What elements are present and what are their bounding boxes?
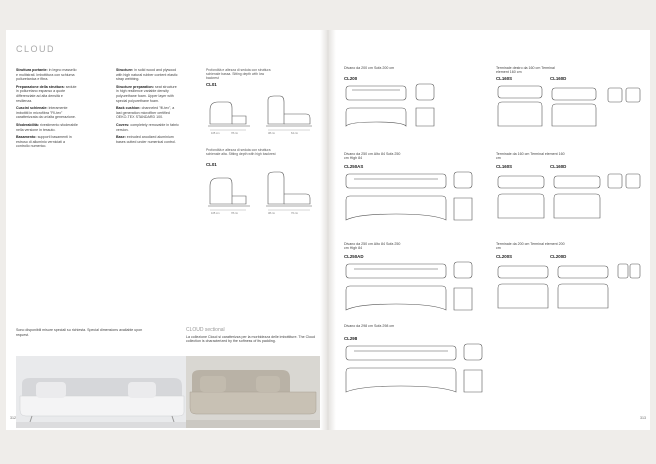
book-gutter (320, 30, 336, 430)
model-code: CL200D (550, 254, 567, 259)
sofa-plan-drawing (342, 260, 492, 320)
notes-text: Sono disponibili misure speciali su richiesta. Special dimensions available upon request. (16, 328, 143, 337)
right-page (336, 30, 650, 430)
side-view-drawing-high (206, 170, 316, 216)
dimension-label: 76 cm (291, 212, 299, 215)
terminal-plan-drawing (494, 170, 644, 230)
model-title: Divano da 250 cm Alto 84 Sofa 250 cm High 84 (344, 152, 401, 161)
dimension-label: 78 cm (231, 212, 239, 215)
dimension-label: 64 cm (291, 132, 299, 135)
spec-paragraph: Covers: completely removable in fabric version. (116, 122, 179, 132)
sectional-note-title: CLOUD sectional (186, 327, 225, 333)
model-code: CL200S (496, 254, 513, 259)
model-code: CL160S (496, 76, 513, 81)
dimension-label: 38 cm (268, 132, 276, 135)
model-title: Terminale da 160 cm Terminal element 160 cm (496, 152, 565, 161)
sofa-plan-drawing (342, 342, 492, 402)
spec-paragraph: Base: extruded anodized aluminium bases cutted under numerical control. (116, 135, 176, 144)
dimension-label: 105 cm (211, 132, 220, 135)
sofa-plan-drawing (342, 170, 492, 230)
model-code: CL160D (550, 76, 567, 81)
italian-specs-column (16, 68, 78, 152)
model-code: CL01 (206, 162, 217, 167)
english-specs-column (116, 68, 180, 147)
sofa-plan-drawing (342, 82, 462, 132)
dimension-label: 78 cm (231, 132, 239, 135)
model-code: CL250AS (344, 164, 364, 169)
drawing-caption-high: Profondità e altezza di seduta con struttura schienale alta. Sitting depth with high backrest (206, 148, 276, 157)
model-title: Terminale destro da 160 cm Terminal element 160 cm (496, 66, 555, 75)
page-number: 313 (640, 416, 646, 420)
spec-paragraph: Sfoderabilità: rivestimento sfoderabile nella versione in tessuto. (16, 122, 78, 132)
spec-paragraph: Preparazione della struttura: sedute in poliuretano espanso a quote differenziate ad alta densità e resilienza. (16, 84, 77, 103)
model-title: Divano da 200 cm Sofa 200 cm (344, 66, 395, 70)
sofa-photo-beige (186, 356, 320, 428)
model-code: CL200 (344, 76, 358, 81)
sectional-note-text: La collezione Cloud si caratterizza per la morbidezza delle imbottiture. The Cloud collection is characterized by the softness of its padding. (186, 334, 315, 344)
model-title: Terminale da 200 cm Terminal element 200 cm (496, 242, 565, 251)
spec-paragraph: Basamento: supporti basamenti in estruso di alluminio verniciati a controllo numerico. (16, 135, 72, 149)
dimension-label: 105 cm (211, 212, 220, 215)
spec-paragraph: Structure preparation: seat structure in high resilience variable density polyurethane foam. Upper layer with special polyurethane foam. (116, 84, 177, 103)
terminal-plan-drawing (494, 82, 644, 136)
brand-title: CLOUD (16, 44, 56, 54)
spec-paragraph: Struttura portante: in legno massello e multistrati. Imbottitura con schiuma poliuretanica e fibra. (16, 68, 77, 82)
sofa-photo-white (16, 356, 186, 428)
dimension-label: 38 cm (268, 212, 276, 215)
left-page (6, 30, 320, 430)
terminal-plan-drawing (494, 260, 644, 320)
page-number: 312 (10, 416, 16, 420)
model-code: CL160S (496, 164, 513, 169)
model-code: CL298 (344, 336, 358, 341)
model-title: Divano da 298 cm Sofa 298 cm (344, 324, 395, 328)
sectional-note (186, 328, 318, 344)
model-title: Divano da 250 cm Alto 84 Sofa 250 cm High 84 (344, 242, 401, 251)
model-code: CL250AD (344, 254, 364, 259)
side-view-drawing-low (206, 90, 316, 136)
spec-paragraph: Structure: in solid wood and plywood with high natural rubber content elastic strap webbing. (116, 68, 178, 82)
drawing-caption-low: Profondità e altezza di seduta con struttura schienale bassa. Sitting depth with low backrest (206, 68, 271, 81)
model-code: CL01 (206, 82, 217, 87)
model-code: CL160D (550, 164, 567, 169)
spec-paragraph: Cuscini schienale: interamente imbottiti in microfibra "Fil-tex" caratterizzata da un'alta generazione. (16, 106, 76, 120)
spec-paragraph: Back cushion: channeled "fil-tex", a last generation microfiber certified OEKO-TEX STANDARD 100. (116, 106, 175, 120)
